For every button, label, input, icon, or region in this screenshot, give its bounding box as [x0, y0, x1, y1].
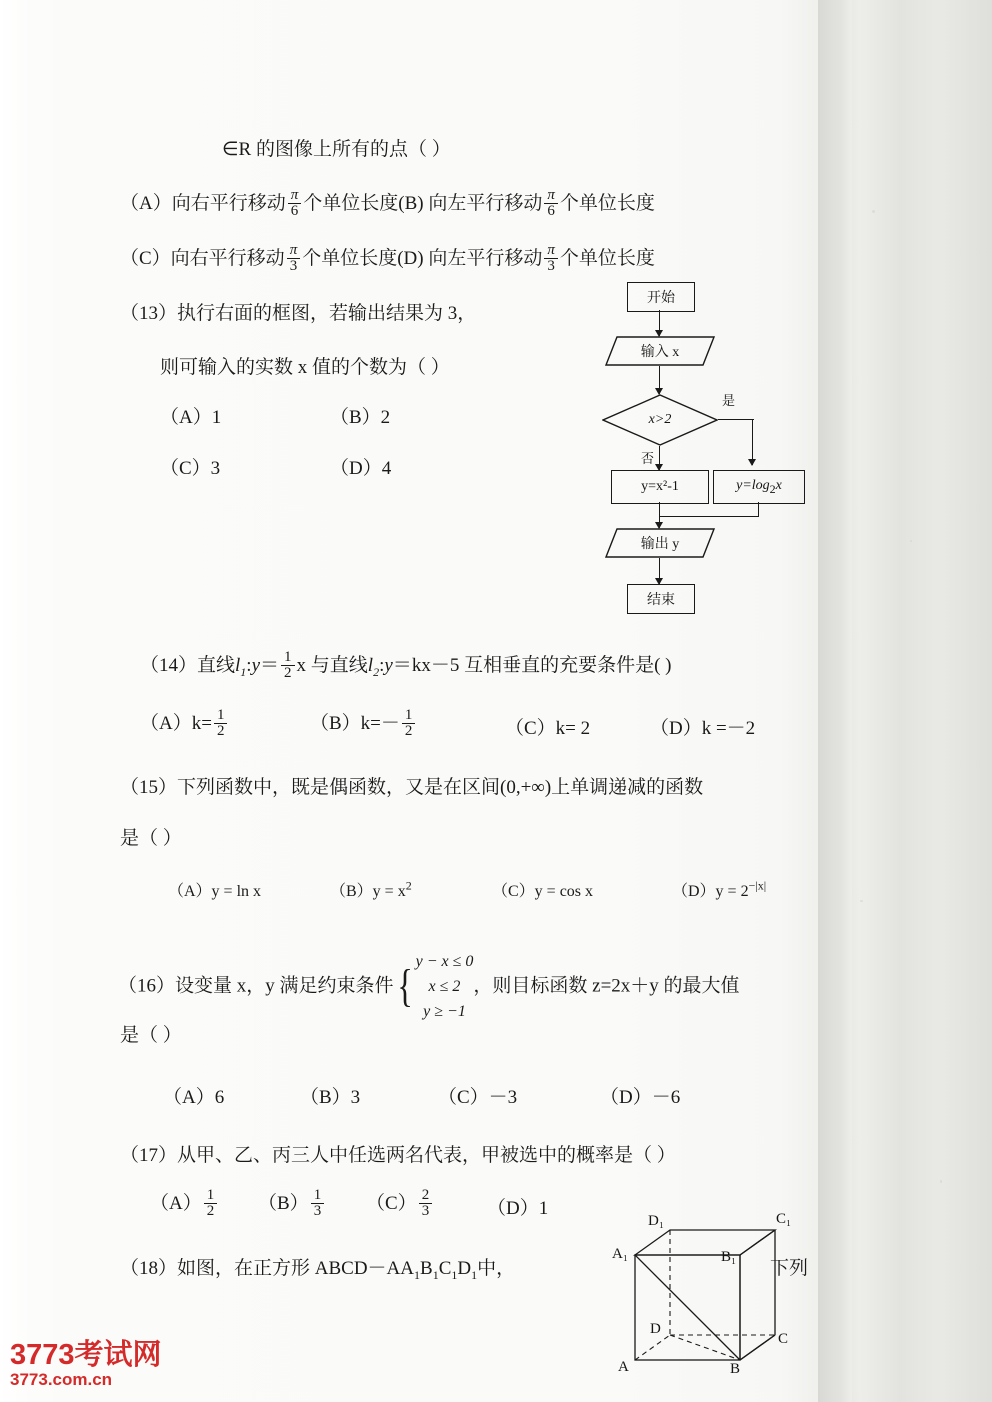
q13-stem-line2: 则可输入的实数 x 值的个数为（ ）	[160, 357, 450, 378]
q17-stem: （17）从甲、乙、丙三人中任选两名代表，甲被选中的概率是（ ）	[120, 1145, 676, 1166]
q18-stem: （18）如图，在正方形 $ABCD-AA_1B_1C_1D_1$中，	[120, 1258, 516, 1282]
cube-label-B: B	[730, 1361, 741, 1377]
q12-options-ab	[120, 188, 655, 221]
fraction-one-half-optB: $\frac{1}{2}$	[402, 708, 416, 740]
fraction-two-third-q17: $\frac{2}{3}$	[419, 1188, 433, 1220]
q12-optD-pre: 个单位长度(D) 向左平行移动	[302, 248, 543, 269]
q16-optC: （C）－3	[438, 1087, 518, 1108]
scan-speck	[872, 210, 875, 213]
q16-optD: （D）－6	[600, 1087, 681, 1108]
flowchart-output-node: 输出 y	[605, 528, 715, 558]
q18-pre: （18）如图，在正方形 ABCD－A	[120, 1258, 401, 1279]
flow-connector-merge-right-v	[758, 502, 759, 516]
q14-l1: $l_1$	[235, 655, 247, 679]
q13-optB: （B）2	[330, 407, 391, 428]
cube-label-D: D	[650, 1321, 661, 1337]
watermark-line-1: 3773考试网	[10, 1339, 162, 1372]
flowchart-input-node: 输入 x	[605, 336, 715, 366]
q15-stem-line1: （15）下列函数中，既是偶函数，又是在区间(0,+∞)上单调递减的函数	[120, 777, 704, 798]
q16-constraint-2: x ≤ 2	[428, 977, 461, 995]
q15-optA: （A）y = ln x	[168, 883, 262, 900]
q14-y1: y	[251, 655, 261, 676]
q17-optA: （A） $\frac{1}{2}$	[150, 1188, 219, 1221]
cube-label-C1: C₁	[776, 1211, 792, 1227]
q14-colon: :	[246, 655, 252, 676]
q13-optC: （C）3	[160, 458, 221, 479]
cube-label-C: C	[778, 1331, 789, 1347]
fraction-one-half-optA: $\frac{1}{2}$	[214, 708, 228, 740]
q16-system	[416, 950, 474, 1024]
q14-pre: （14）直线	[140, 655, 236, 676]
q14-optD: （D）k =－2	[650, 718, 756, 739]
flowchart-diagram	[585, 282, 820, 627]
q14-optC: （C）k= 2	[505, 718, 591, 739]
q14-mid: x 与直线	[296, 655, 368, 676]
q18-end: 下列	[770, 1258, 809, 1279]
q14-end: kx－5 互相垂直的充要条件是( )	[411, 655, 672, 676]
flow-connector-merge-h	[659, 516, 759, 517]
cube-figure	[590, 1211, 805, 1385]
q16-stem	[118, 950, 740, 1024]
q14-l2: $l_2$	[367, 655, 380, 679]
fraction-pi-3-a: $\frac{\pi}{3}$	[287, 243, 301, 275]
watermark-line-2: 3773.com.cn	[10, 1370, 113, 1390]
fraction-one-third-q17: $\frac{1}{3}$	[311, 1188, 325, 1220]
scan-speck	[940, 1180, 942, 1183]
scan-speck	[910, 540, 912, 542]
flowchart-no-label: 否	[641, 451, 655, 466]
fraction-pi-6-a: $\frac{\pi}{6}$	[288, 188, 302, 220]
q16-stem-line2: 是（ ）	[120, 1025, 182, 1046]
flowchart-process-true: y=log2x	[713, 470, 805, 504]
q15-optC: （C）y = cos x	[492, 883, 594, 900]
q15-optD: $(D)y = 2^{-|x|}$	[672, 878, 767, 900]
cube-label-A1: A₁	[612, 1246, 629, 1262]
flow-connector-yes-h	[718, 419, 754, 420]
q14-stem: （14）直线$l_1:y=$ $\frac{1}{2}$ x 与直线$l_2:y=kx-5$ 互相垂直的充要条件是( )	[140, 648, 672, 682]
text-line-intro	[222, 134, 451, 161]
fraction-pi-6-b: $\frac{\pi}{6}$	[544, 188, 558, 220]
q12-optB-pre: 个单位长度(B) 向左平行移动	[303, 193, 543, 214]
q16-pre: （16）设变量 x，y 满足约束条件	[118, 975, 394, 997]
watermark	[10, 1340, 162, 1390]
fraction-one-half-q14: $\frac{1}{2}$	[281, 650, 295, 682]
flowchart-end-node: 结束	[627, 584, 695, 614]
q12-options-cd	[120, 243, 655, 276]
fraction-one-half-q17: $\frac{1}{2}$	[204, 1188, 218, 1220]
q15-optB: $(B)y = x^2$	[330, 878, 412, 900]
q12-optA-pre: （A）向右平行移动	[120, 193, 286, 214]
q13-stem-line1: （13）执行右面的框图，若输出结果为 3，	[120, 303, 477, 324]
q15-stem-line2: 是（ ）	[120, 828, 182, 849]
q16-constraint-1: y − x ≤ 0	[415, 953, 474, 970]
q17-optB: （B） $\frac{1}{3}$	[258, 1188, 326, 1221]
cube-label-D1: D₁	[648, 1213, 665, 1229]
q16-post: ，则目标函数 z=2x＋y 的最大值	[473, 975, 740, 997]
q13-optA: （A）1	[160, 407, 222, 428]
system-brace: {	[396, 960, 413, 1012]
q13-optD: （D）4	[330, 458, 392, 479]
q18-mid: 中，	[477, 1258, 516, 1279]
q12-optD-end: 个单位长度	[559, 248, 655, 269]
flowchart-process-false: y=x²-1	[611, 470, 709, 504]
q17-optC: （C） $\frac{2}{3}$	[366, 1188, 434, 1221]
q12-optB-end: 个单位长度	[559, 193, 655, 214]
cube-label-A: A	[618, 1359, 629, 1375]
q16-constraint-3: y ≥ −1	[423, 1002, 466, 1020]
scan-speck	[860, 900, 863, 902]
q12-optC-pre: （C）向右平行移动	[120, 248, 285, 269]
q14-optA: （A）k= $\frac{1}{2}$	[140, 708, 229, 741]
q16-optB: （B）3	[300, 1087, 361, 1108]
intro-text: ∈R 的图像上所有的点（ ）	[222, 139, 451, 160]
flowchart-yes-label: 是	[722, 393, 736, 408]
q16-optA: （A）6	[163, 1087, 225, 1108]
flowchart-decision-node: x>2	[602, 394, 718, 446]
flow-arrow-yes	[748, 459, 756, 466]
q17-optD: （D）1	[487, 1198, 549, 1219]
fraction-pi-3-b: $\frac{\pi}{3}$	[544, 243, 558, 275]
flowchart-start-node: 开始	[627, 282, 695, 312]
q14-optB: （B）k=－ $\frac{1}{2}$	[310, 708, 417, 741]
cube-label-B1: B₁	[721, 1249, 737, 1265]
